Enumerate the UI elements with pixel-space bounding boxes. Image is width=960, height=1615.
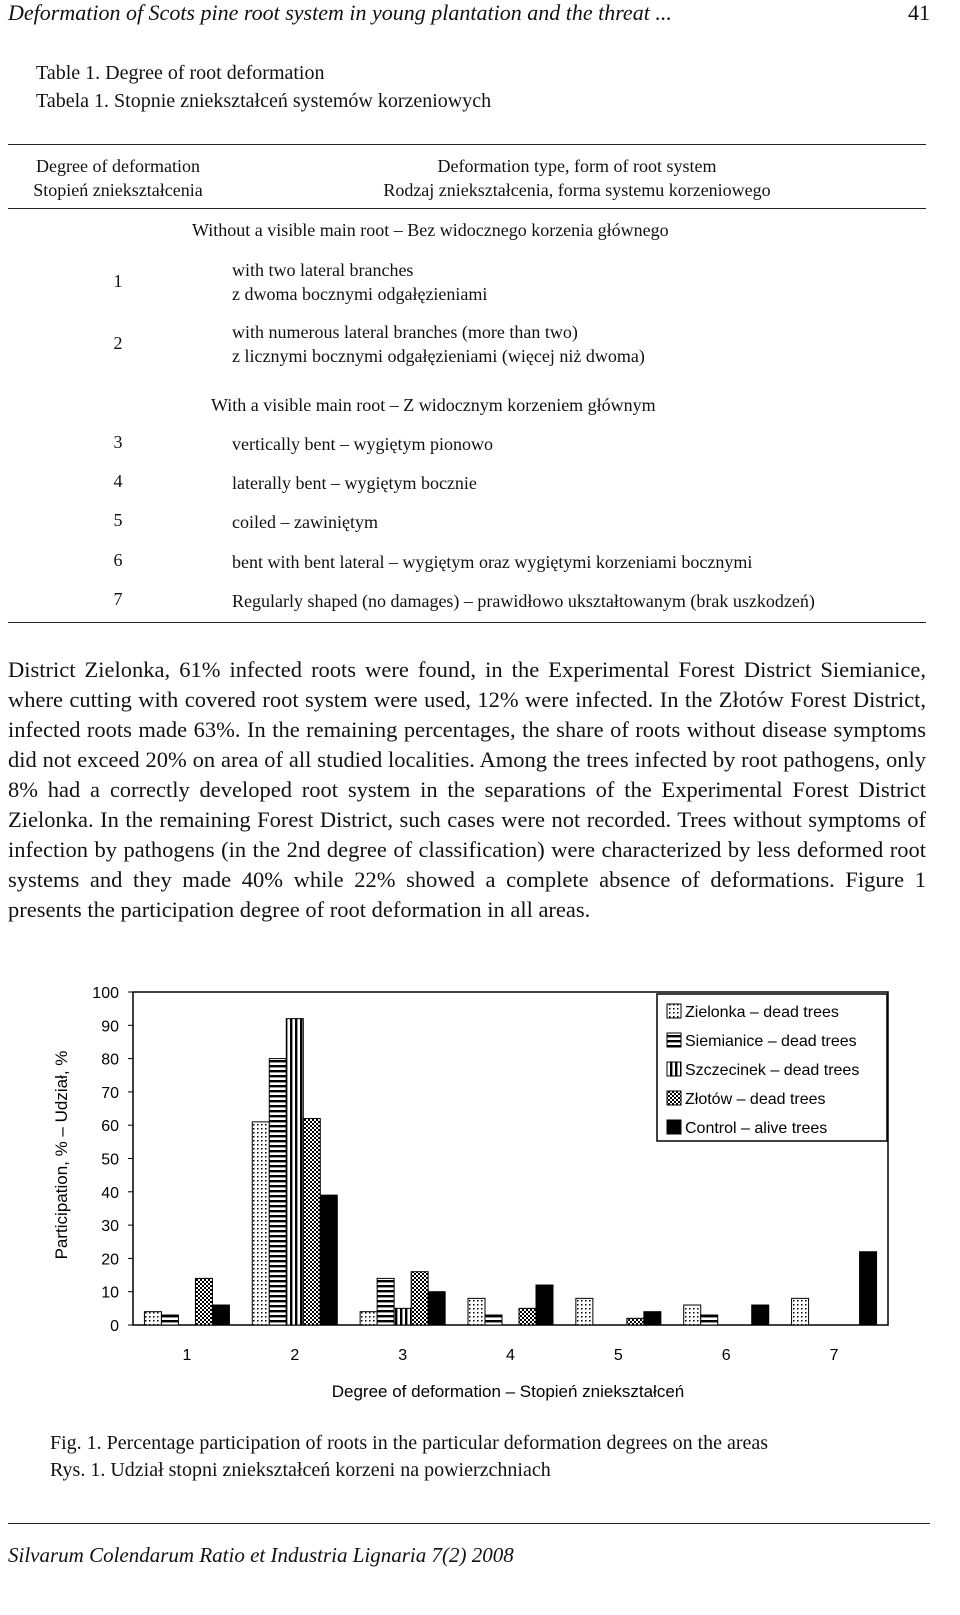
bar-solid-black — [752, 1305, 769, 1325]
legend-swatch — [667, 1120, 681, 1134]
footer-rule — [8, 1523, 930, 1524]
x-tick-label: 6 — [721, 1347, 731, 1364]
legend-label: Złotów – dead trees — [685, 1091, 826, 1108]
bar-dots — [144, 1312, 161, 1325]
bar-checker — [627, 1318, 644, 1325]
y-tick-label: 60 — [101, 1118, 119, 1136]
row-2-line2: z licznymi bocznymi odgałęzieniami (więcej niż dwoma) — [232, 346, 645, 366]
legend-label: Zielonka – dead trees — [685, 1004, 839, 1021]
degree-3: 3 — [113, 432, 123, 452]
degree-7: 7 — [113, 589, 123, 609]
group-with-main-root: With a visible main root – Z widocznym korzeniem głównym — [211, 395, 656, 415]
degree-6: 6 — [113, 550, 123, 570]
bar-vertical-stripes — [286, 1019, 303, 1325]
y-tick-label: 10 — [101, 1284, 119, 1302]
y-tick-label: 50 — [101, 1151, 119, 1169]
deformation-bar-chart — [0, 975, 960, 1405]
plot-area — [92, 985, 888, 1364]
body-paragraph — [8, 655, 926, 925]
x-tick-label: 1 — [182, 1347, 192, 1364]
row-5-desc: coiled – zawiniętym — [232, 512, 378, 532]
figure-caption-pl: Rys. 1. Udział stopni zniekształceń korzeni na powierzchniach — [50, 1459, 551, 1481]
legend-swatch — [667, 1062, 681, 1076]
row-1-line1: with two lateral branches — [232, 260, 414, 280]
table-bottom-rule — [8, 622, 926, 623]
bar-checker — [411, 1272, 428, 1325]
degree-1: 1 — [113, 271, 123, 291]
degree-2: 2 — [113, 333, 123, 353]
bar-horizontal-stripes — [377, 1278, 394, 1325]
journal-footer: Silvarum Colendarum Ratio et Industria Lignaria 7(2) 2008 — [8, 1543, 514, 1567]
bar-horizontal-stripes — [269, 1059, 286, 1325]
col1-header-pl: Stopień zniekształcenia — [33, 180, 203, 200]
x-tick-label: 3 — [398, 1347, 408, 1364]
row-2-line1: with numerous lateral branches (more than two) — [232, 322, 578, 342]
legend-swatch — [667, 1091, 681, 1105]
bar-horizontal-stripes — [701, 1315, 718, 1325]
y-tick-label: 80 — [101, 1051, 119, 1069]
bar-dots — [468, 1298, 485, 1325]
bar-dots — [684, 1305, 701, 1325]
bar-dots — [792, 1298, 809, 1325]
degree-4: 4 — [113, 471, 123, 491]
x-tick-label: 7 — [829, 1347, 839, 1364]
row-3-desc: vertically bent – wygiętym pionowo — [232, 434, 493, 454]
x-axis-label: Degree of deformation – Stopień zniekształceń — [331, 1382, 685, 1401]
table-top-rule — [8, 144, 926, 145]
bar-dots — [360, 1312, 377, 1325]
bar-horizontal-stripes — [485, 1315, 502, 1325]
bar-solid-black — [860, 1252, 877, 1325]
y-tick-label: 0 — [110, 1318, 119, 1335]
y-tick-label: 90 — [101, 1018, 119, 1036]
y-tick-label: 30 — [101, 1218, 119, 1236]
row-7-desc: Regularly shaped (no damages) – prawidłowo ukształtowanym (brak uszkodzeń) — [232, 591, 815, 611]
bar-solid-black — [212, 1305, 229, 1325]
row-2-desc — [232, 320, 645, 368]
y-tick-label: 20 — [101, 1251, 119, 1269]
legend-label: Siemianice – dead trees — [685, 1033, 857, 1050]
col2-header — [228, 154, 926, 202]
degree-5: 5 — [113, 510, 123, 530]
figure-caption-en: Fig. 1. Percentage participation of roots in the particular deformation degrees on the areas — [50, 1432, 769, 1454]
legend-swatch — [667, 1033, 681, 1047]
bar-solid-black — [644, 1312, 661, 1325]
y-tick-label: 70 — [101, 1084, 119, 1102]
bar-dots — [252, 1122, 269, 1325]
bar-solid-black — [320, 1195, 337, 1325]
body-paragraph-text: District Zielonka, 61% infected roots were found, in the Experimental Forest District Siemianice, where cutting with covered root system were used, 12% were infected. In the Złotów Forest District, infected roots made 63%. In the remaining percentages, the share of roots without disease symptoms did not exceed 20% on area of all studied localities. Among the trees infected by root pathogens, only 8% had a correctly developed root system in the separations of the Experimental Forest District Zielonka. In the remaining Forest District, such cases were not recorded. Trees without symptoms of infection by pathogens (in the 2nd degree of classification) were characterized by less deformed root systems and they made 40% while 22% showed a complete absence of deformations. Figure 1 presents the participation degree of root deformation in all areas. — [8, 657, 926, 922]
col2-header-pl: Rodzaj zniekształcenia, forma systemu korzeniowego — [383, 180, 771, 200]
x-tick-label: 2 — [290, 1347, 300, 1364]
x-tick-label: 5 — [613, 1347, 623, 1364]
row-6-desc: bent with bent lateral – wygiętym oraz wygiętymi korzeniami bocznymi — [232, 552, 753, 572]
y-tick-label: 40 — [101, 1184, 119, 1202]
y-tick-label: 100 — [92, 985, 119, 1002]
table-caption-en: Table 1. Degree of root deformation — [36, 62, 325, 84]
group-no-main-root: Without a visible main root – Bez widocznego korzenia głównego — [192, 220, 669, 240]
running-title: Deformation of Scots pine root system in young plantation and the threat ... — [8, 0, 672, 25]
row-1-line2: z dwoma bocznymi odgałęzieniami — [232, 284, 488, 304]
bar-dots — [576, 1298, 593, 1325]
legend-label: Control – alive trees — [685, 1120, 828, 1137]
col2-header-en: Deformation type, form of root system — [437, 156, 717, 176]
bar-vertical-stripes — [394, 1308, 411, 1325]
bar-solid-black — [428, 1292, 445, 1325]
x-tick-label: 4 — [506, 1347, 515, 1364]
bar-solid-black — [536, 1285, 553, 1325]
legend-swatch — [667, 1004, 681, 1018]
bar-checker — [303, 1119, 320, 1325]
table-caption-pl: Tabela 1. Stopnie zniekształceń systemów korzeniowych — [36, 90, 492, 112]
page-number: 41 — [908, 0, 930, 25]
table-header-rule — [8, 208, 926, 209]
row-4-desc: laterally bent – wygiętym bocznie — [232, 473, 477, 493]
bar-checker — [195, 1278, 212, 1325]
legend-label: Szczecinek – dead trees — [685, 1062, 860, 1079]
bar-checker — [519, 1308, 536, 1325]
col1-header-en: Degree of deformation — [36, 156, 200, 176]
row-1-desc — [232, 258, 487, 306]
bar-horizontal-stripes — [161, 1315, 178, 1325]
y-axis-label: Participation, % – Udział, % — [52, 1050, 71, 1260]
col1-header — [8, 154, 228, 202]
